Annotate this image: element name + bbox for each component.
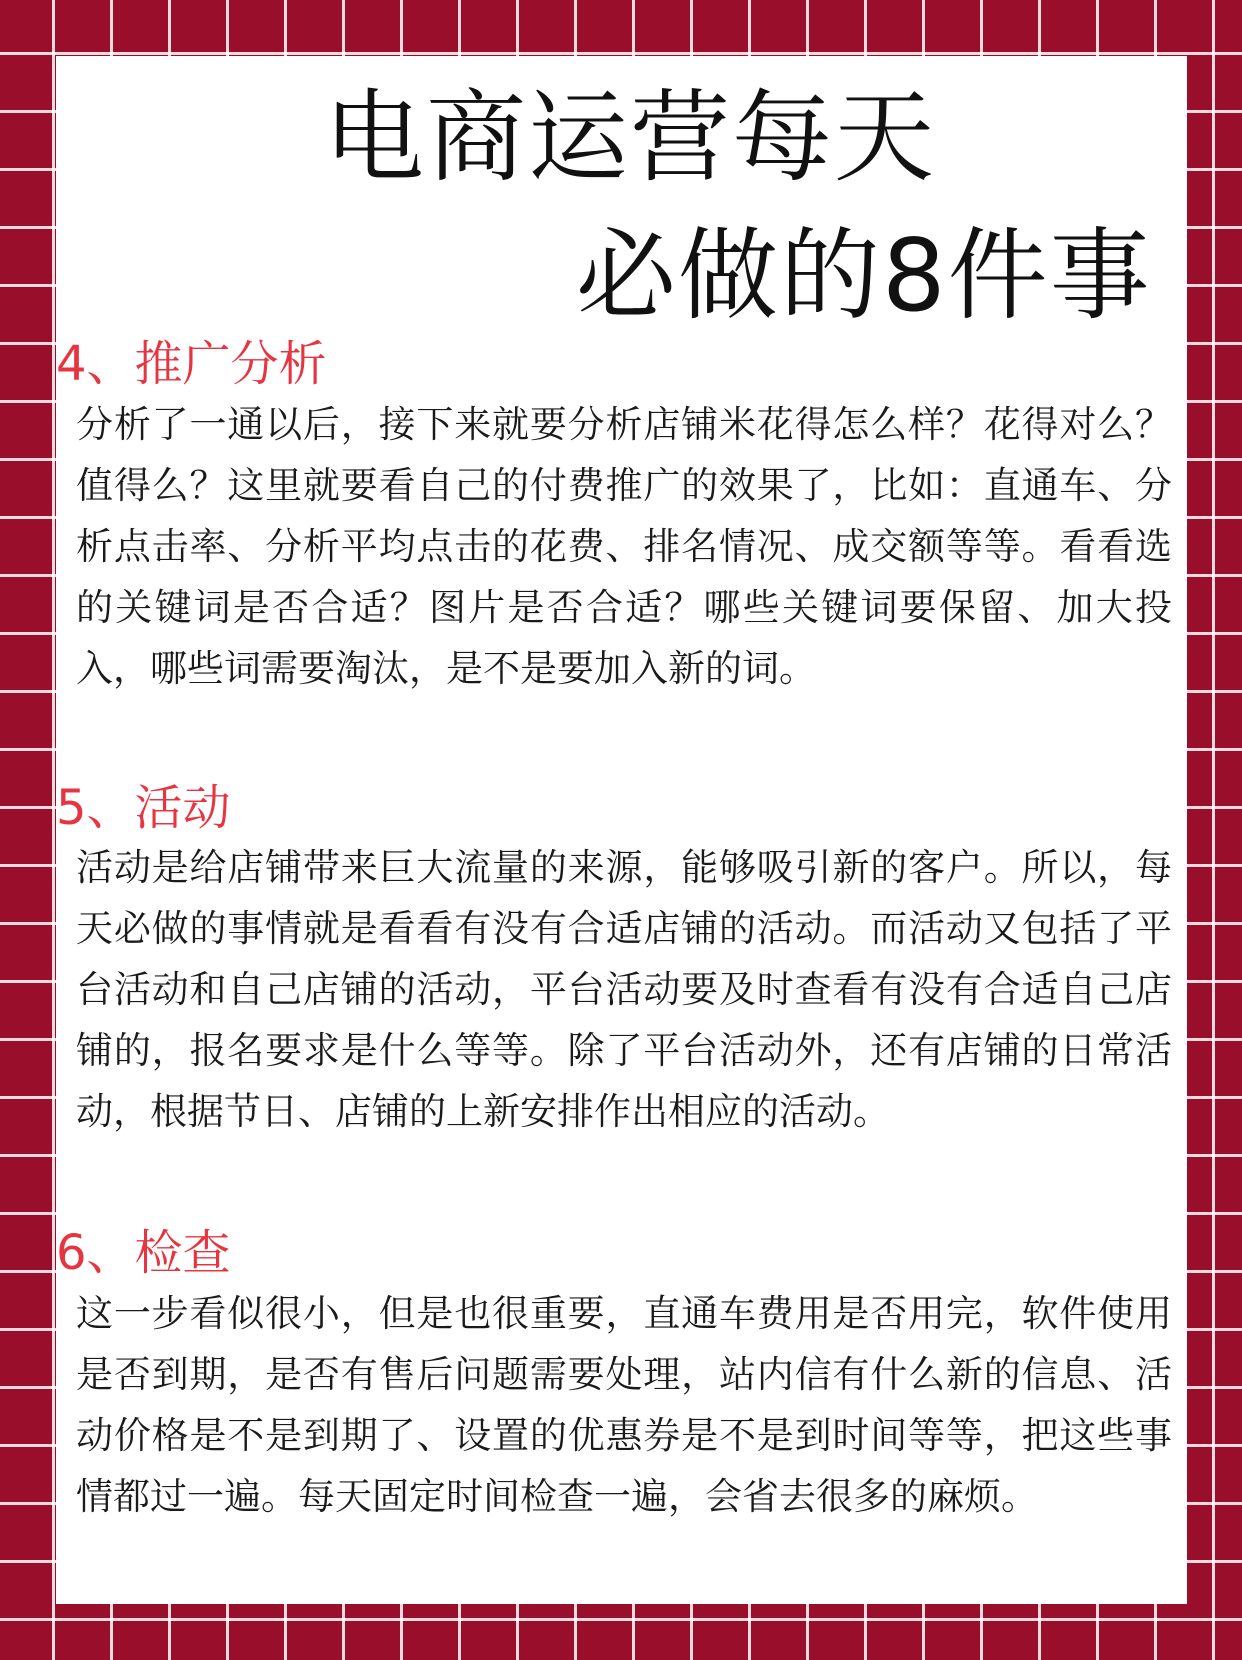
section-body: 这一步看似很小，但是也很重要，直通车费用是否用完，软件使用是否到期，是否有售后问题需要处理，站内信有什么新的信息、活动价格是不是到期了、设置的优惠券是不是到时间等等，把这些事情都过一遍。每天固定时间检查一遍，会省去很多的麻烦。	[76, 1292, 1172, 1518]
section-body: 活动是给店铺带来巨大流量的来源，能够吸引新的客户。所以，每天必做的事情就是看看有没有合适店铺的活动。而活动又包括了平台活动和自己店铺的活动，平台活动要及时查看有没有合适自己店铺的，报名要求是什么等等。除了平台活动外，还有店铺的日常活动，根据节日、店铺的上新安排作出相应的活动。	[76, 846, 1172, 1133]
title-line-2: 必做的8件事	[576, 217, 1152, 334]
section-body: 分析了一通以后，接下来就要分析店铺米花得怎么样？花得对么？值得么？这里就要看自己的付费推广的效果了，比如：直通车、分析点击率、分析平均点击的花费、排名情况、成交额等等。看看选的关键词是否合适？图片是否合适？哪些关键词要保留、加大投入，哪些词需要淘汰，是不是要加入新的词。	[76, 403, 1172, 690]
section-heading: 6、检查	[56, 1225, 231, 1281]
title-line-1: 电商运营每天	[324, 79, 936, 196]
content-card	[56, 56, 1187, 1604]
section-heading: 5、活动	[56, 780, 231, 836]
page-title	[56, 56, 1187, 334]
section-heading: 4、推广分析	[56, 336, 327, 392]
